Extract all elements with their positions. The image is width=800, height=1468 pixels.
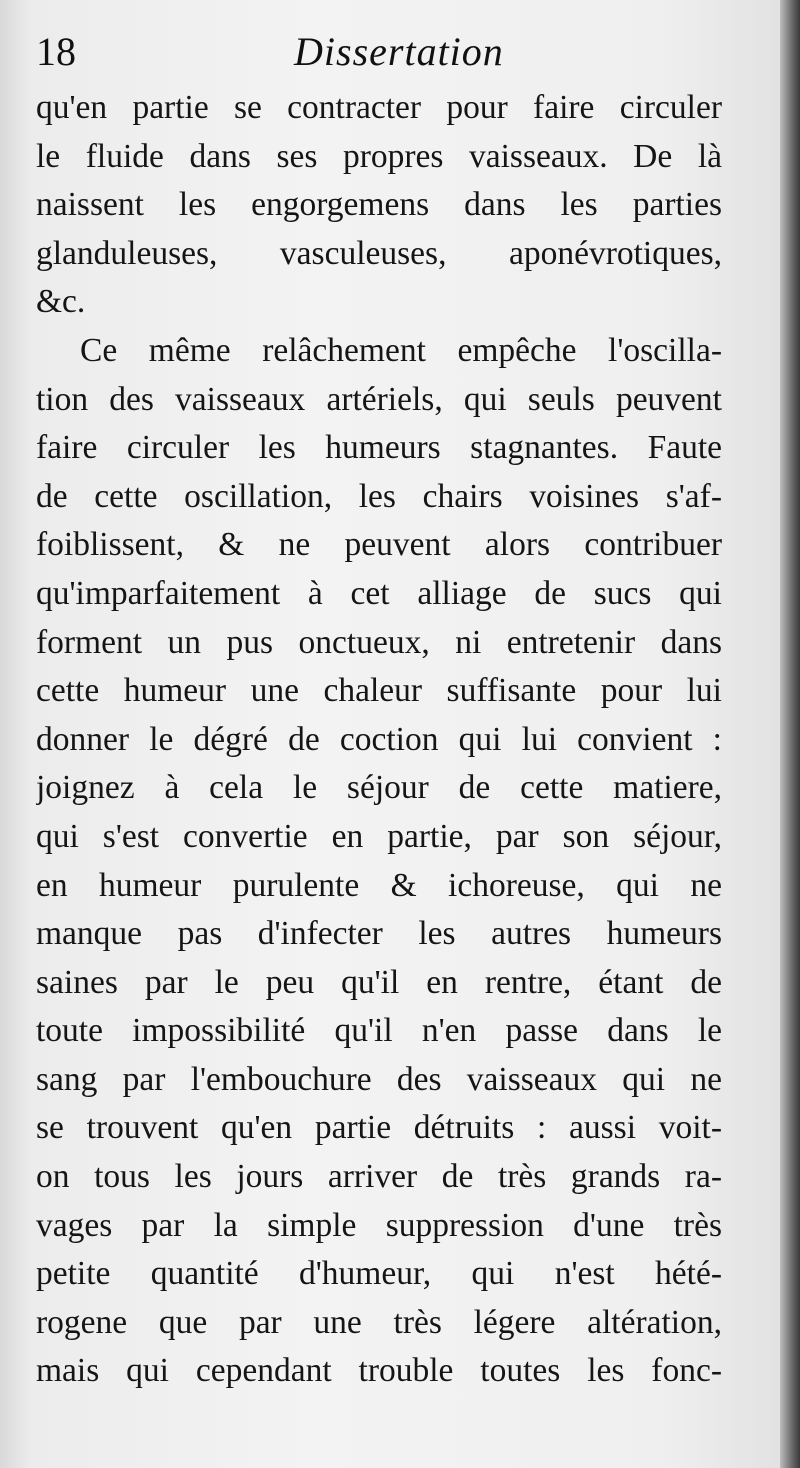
text-line: le fluide dans ses propres vaisseaux. De là: [36, 137, 722, 175]
text-line: rogene que par une très légere altération,: [36, 1303, 722, 1341]
text-line: en humeur purulente & ichoreuse, qui ne: [36, 866, 722, 904]
page-edge-shadow: [780, 0, 800, 1468]
paragraph-first-line: Ce même relâchement empêche l'oscilla-: [80, 331, 722, 369]
text-line: vages par la simple suppression d'une très: [36, 1206, 722, 1244]
text-line: forment un pus onctueux, ni entretenir dans: [36, 623, 722, 661]
text-line: saines par le peu qu'il en rentre, étant de: [36, 963, 722, 1001]
text-line: qu'en partie se contracter pour faire circuler: [36, 89, 722, 126]
text-line: donner le dégré de coction qui lui convient :: [36, 720, 722, 758]
text-line: qu'imparfaitement à cet alliage de sucs qui: [36, 574, 722, 612]
page-header: [36, 28, 736, 88]
text-line: de cette oscillation, les chairs voisines s'af-: [36, 477, 722, 515]
text-line: petite quantité d'humeur, qui n'est hété-: [36, 1255, 722, 1293]
text-line: foiblissent, & ne peuvent alors contribuer: [36, 526, 722, 564]
text-line: qui s'est convertie en partie, par son séjour,: [36, 817, 722, 855]
text-line: on tous les jours arriver de très grands ra-: [36, 1158, 722, 1196]
body-text: [36, 84, 722, 1396]
text-line: joignez à cela le séjour de cette matiere,: [36, 769, 722, 807]
text-line: &c.: [36, 283, 86, 321]
text-line: faire circuler les humeurs stagnantes. Faute: [36, 429, 722, 467]
running-title: Dissertation: [294, 29, 504, 74]
text-line: mais qui cependant trouble toutes les fonc-: [36, 1352, 722, 1390]
text-line: toute impossibilité qu'il n'en passe dans le: [36, 1012, 722, 1050]
text-line: naissent les engorgemens dans les parties: [36, 186, 722, 224]
text-line: glanduleuses, vasculeuses, aponévrotiques,: [36, 234, 722, 272]
text-line: manque pas d'infecter les autres humeurs: [36, 915, 722, 953]
text-line: sang par l'embouchure des vaisseaux qui ne: [36, 1060, 722, 1098]
text-line: tion des vaisseaux artériels, qui seuls peuvent: [36, 380, 722, 418]
page-number: 18: [36, 29, 76, 74]
text-line: cette humeur une chaleur suffisante pour lui: [36, 672, 722, 710]
text-line: se trouvent qu'en partie détruits : aussi voit-: [36, 1109, 722, 1147]
